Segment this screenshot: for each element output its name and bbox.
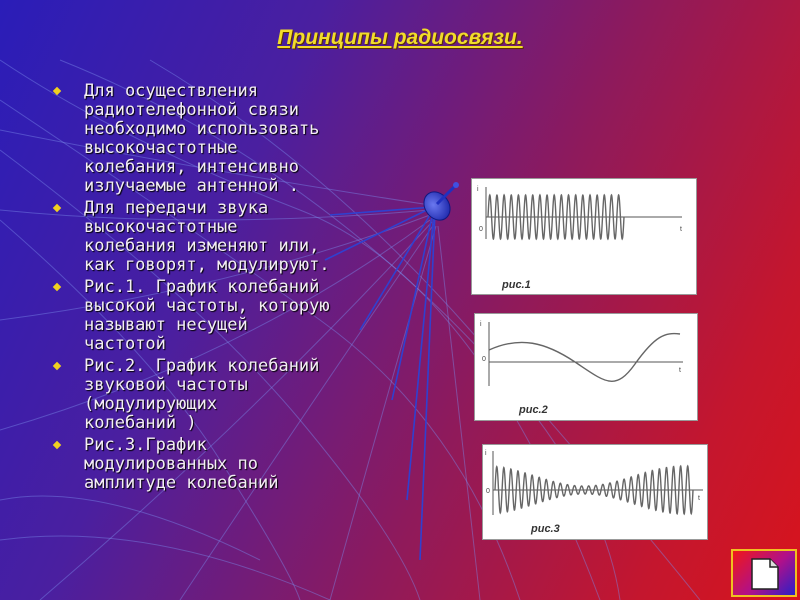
origin-label: 0 bbox=[486, 488, 490, 495]
bullet-text: Рис.3.График модулированных по амплитуде колебаний bbox=[84, 435, 279, 493]
satellite-dish-icon bbox=[415, 178, 465, 226]
bullet-item bbox=[50, 82, 420, 196]
diamond-bullet-icon bbox=[53, 441, 61, 449]
bullet-text: Для передачи звука высокочастотные колебания изменяют или, как говорят, модулируют. bbox=[84, 198, 330, 275]
bullet-item bbox=[50, 436, 420, 493]
diamond-bullet-icon bbox=[53, 283, 61, 291]
figure-carrier-wave bbox=[471, 178, 697, 295]
diamond-bullet-icon bbox=[53, 204, 61, 212]
figure-modulating-wave bbox=[474, 313, 698, 421]
bullet-item bbox=[50, 199, 420, 275]
modulated-wave-plot bbox=[483, 445, 707, 539]
bullet-text: Для осуществления радиотелефонной связи необходимо использовать высокочастотные колебания, интенсивно излучаемые антенной . bbox=[84, 81, 320, 196]
carrier-wave-plot bbox=[472, 179, 696, 294]
y-axis-label: i bbox=[480, 321, 482, 328]
bullet-list bbox=[50, 82, 420, 496]
modulating-wave-plot bbox=[475, 314, 697, 420]
x-axis-label: t bbox=[680, 226, 682, 233]
origin-label: 0 bbox=[482, 356, 486, 363]
figure-caption: рис.3 bbox=[531, 523, 560, 535]
bullet-text: Рис.2. График колебаний звуковой частоты (модулирующих колебаний ) bbox=[84, 356, 320, 433]
figure-modulated-wave bbox=[482, 444, 708, 540]
diamond-bullet-icon bbox=[53, 87, 61, 95]
slide-title: Принципы радиосвязи. bbox=[277, 26, 523, 49]
diamond-bullet-icon bbox=[53, 362, 61, 370]
x-axis-label: t bbox=[698, 495, 700, 502]
modulating-wave-line bbox=[489, 334, 680, 382]
y-axis-label: i bbox=[485, 450, 487, 457]
document-icon bbox=[750, 557, 780, 591]
x-axis-label: t bbox=[679, 367, 681, 374]
bullet-item bbox=[50, 278, 420, 354]
bullet-text: Рис.1. График колебаний высокой частоты, которую называют несущей частотой bbox=[84, 277, 330, 354]
origin-label: 0 bbox=[479, 226, 483, 233]
bullet-item bbox=[50, 357, 420, 433]
figure-caption: рис.1 bbox=[502, 279, 531, 291]
figure-caption: рис.2 bbox=[519, 404, 548, 416]
y-axis-label: i bbox=[477, 186, 479, 193]
document-button[interactable] bbox=[731, 549, 797, 597]
